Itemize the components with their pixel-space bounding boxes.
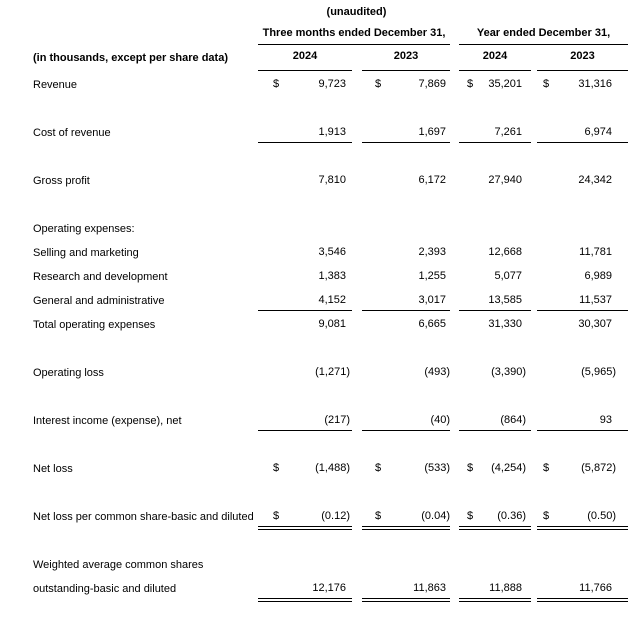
row-label: Operating loss bbox=[33, 367, 104, 379]
cell-value: 7,261 bbox=[494, 126, 522, 138]
value-cell bbox=[537, 578, 628, 599]
spacer-row bbox=[0, 193, 631, 217]
dollar-sign: $ bbox=[273, 78, 280, 90]
statement-row bbox=[0, 457, 631, 481]
value-cell bbox=[459, 314, 531, 335]
spacer-row bbox=[0, 337, 631, 361]
cell-value: 5,077 bbox=[494, 270, 522, 282]
cell-value: 11,766 bbox=[579, 582, 612, 594]
row-label: Interest income (expense), net bbox=[33, 415, 182, 427]
cell-value: (217) bbox=[324, 414, 350, 426]
row-label: Operating expenses: bbox=[33, 223, 135, 235]
dollar-sign: $ bbox=[375, 462, 382, 474]
row-label: Research and development bbox=[33, 271, 168, 283]
spacer-row bbox=[0, 481, 631, 505]
value-cell bbox=[258, 362, 352, 383]
value-cell bbox=[362, 122, 450, 143]
row-label: Net loss bbox=[33, 463, 73, 475]
cell-value: 27,940 bbox=[488, 174, 522, 186]
statement-row bbox=[0, 505, 631, 529]
dollar-sign: $ bbox=[375, 510, 382, 522]
year-header-3mo-2023: 2023 bbox=[362, 45, 450, 71]
value-cell bbox=[362, 578, 450, 599]
value-cell bbox=[459, 458, 531, 479]
value-cell bbox=[459, 266, 531, 287]
value-cell bbox=[459, 242, 531, 263]
value-cell bbox=[362, 458, 450, 479]
dollar-sign: $ bbox=[467, 510, 474, 522]
value-cell bbox=[258, 314, 352, 335]
cell-value: (0.36) bbox=[497, 510, 526, 522]
cell-value: 9,081 bbox=[318, 318, 346, 330]
column-group-header-row bbox=[0, 25, 631, 45]
cell-value: 12,668 bbox=[488, 246, 522, 258]
row-label: Gross profit bbox=[33, 175, 90, 187]
cell-value: 30,307 bbox=[578, 318, 612, 330]
value-cell bbox=[258, 458, 352, 479]
cell-value: 1,697 bbox=[418, 126, 446, 138]
cell-value: 6,974 bbox=[584, 126, 612, 138]
statement-row bbox=[0, 73, 631, 97]
cell-value: 11,537 bbox=[579, 294, 612, 306]
value-cell bbox=[537, 410, 628, 431]
cell-value: 11,781 bbox=[579, 246, 612, 258]
cell-value: 24,342 bbox=[578, 174, 612, 186]
cell-value: 3,017 bbox=[418, 294, 446, 306]
value-cell bbox=[258, 290, 352, 311]
row-label: General and administrative bbox=[33, 295, 165, 307]
year-header-row bbox=[0, 45, 631, 71]
cell-value: 31,330 bbox=[488, 318, 522, 330]
value-cell bbox=[258, 578, 352, 599]
value-cell bbox=[537, 122, 628, 143]
cell-value: (3,390) bbox=[491, 366, 526, 378]
row-label: outstanding-basic and diluted bbox=[33, 583, 177, 595]
statement-row bbox=[0, 313, 631, 337]
cell-value: (1,488) bbox=[315, 462, 350, 474]
cell-value: 4,152 bbox=[318, 294, 346, 306]
value-cell bbox=[459, 506, 531, 527]
cell-value: 13,585 bbox=[488, 294, 522, 306]
statement-row bbox=[0, 121, 631, 145]
col-group-three-months: Three months ended December 31, bbox=[258, 25, 450, 45]
value-cell bbox=[258, 170, 352, 191]
value-cell bbox=[537, 362, 628, 383]
row-label: Total operating expenses bbox=[33, 319, 156, 331]
dollar-sign: $ bbox=[543, 462, 550, 474]
year-header-3mo-2024: 2024 bbox=[258, 45, 352, 71]
value-cell bbox=[258, 410, 352, 431]
row-label: Selling and marketing bbox=[33, 247, 139, 259]
value-cell bbox=[537, 266, 628, 287]
row-label: Cost of revenue bbox=[33, 127, 111, 139]
value-cell bbox=[362, 170, 450, 191]
value-cell bbox=[537, 290, 628, 311]
value-cell bbox=[362, 410, 450, 431]
spacer-row bbox=[0, 145, 631, 169]
year-header-yr-2023: 2023 bbox=[537, 45, 628, 71]
value-cell bbox=[537, 506, 628, 527]
cell-value: 12,176 bbox=[312, 582, 346, 594]
cell-value: 7,869 bbox=[418, 78, 446, 90]
cell-value: (533) bbox=[424, 462, 450, 474]
spacer-row bbox=[0, 385, 631, 409]
value-cell bbox=[362, 290, 450, 311]
value-cell bbox=[258, 122, 352, 143]
statement-row bbox=[0, 265, 631, 289]
value-cell bbox=[258, 242, 352, 263]
section-label-row bbox=[0, 553, 631, 577]
dollar-sign: $ bbox=[543, 78, 550, 90]
cell-value: (493) bbox=[424, 366, 450, 378]
cell-value: 3,546 bbox=[318, 246, 346, 258]
dollar-sign: $ bbox=[467, 78, 474, 90]
value-cell bbox=[362, 506, 450, 527]
cell-value: 93 bbox=[599, 414, 612, 426]
cell-value: 9,723 bbox=[318, 78, 346, 90]
value-cell bbox=[258, 74, 352, 95]
cell-value: (0.12) bbox=[321, 510, 350, 522]
cell-value: 31,316 bbox=[578, 78, 612, 90]
spacer-row bbox=[0, 433, 631, 457]
value-cell bbox=[362, 314, 450, 335]
cell-value: (1,271) bbox=[315, 366, 350, 378]
value-cell bbox=[362, 266, 450, 287]
row-label: Weighted average common shares bbox=[33, 559, 204, 571]
statement-body bbox=[0, 71, 631, 601]
col-group-year-ended: Year ended December 31, bbox=[459, 25, 628, 45]
cell-value: 1,383 bbox=[318, 270, 346, 282]
statement-row bbox=[0, 169, 631, 193]
cell-value: 1,255 bbox=[418, 270, 446, 282]
value-cell bbox=[258, 266, 352, 287]
dollar-sign: $ bbox=[273, 510, 280, 522]
cell-value: (40) bbox=[430, 414, 450, 426]
year-header-yr-2024: 2024 bbox=[459, 45, 531, 71]
statement-row bbox=[0, 241, 631, 265]
cell-value: 6,172 bbox=[418, 174, 446, 186]
statement-row bbox=[0, 361, 631, 385]
value-cell bbox=[459, 578, 531, 599]
dollar-sign: $ bbox=[375, 78, 382, 90]
dollar-sign: $ bbox=[467, 462, 474, 474]
section-label-row bbox=[0, 217, 631, 241]
cell-value: 6,665 bbox=[418, 318, 446, 330]
value-cell bbox=[459, 74, 531, 95]
value-cell bbox=[362, 362, 450, 383]
cell-value: 35,201 bbox=[488, 78, 522, 90]
value-cell bbox=[459, 410, 531, 431]
value-cell bbox=[362, 242, 450, 263]
spacer-row bbox=[0, 529, 631, 553]
cell-value: (5,965) bbox=[581, 366, 616, 378]
value-cell bbox=[459, 362, 531, 383]
cell-value: 7,810 bbox=[318, 174, 346, 186]
cell-value: 6,989 bbox=[584, 270, 612, 282]
spacer-row bbox=[0, 97, 631, 121]
row-label: Net loss per common share-basic and diluted bbox=[33, 511, 254, 523]
value-cell bbox=[537, 314, 628, 335]
value-cell bbox=[537, 242, 628, 263]
value-cell bbox=[537, 458, 628, 479]
unaudited-label: (unaudited) bbox=[326, 6, 387, 18]
statement-row bbox=[0, 577, 631, 601]
cell-value: (0.50) bbox=[587, 510, 616, 522]
cell-value: 2,393 bbox=[418, 246, 446, 258]
cell-value: 11,863 bbox=[413, 582, 446, 594]
statement-row bbox=[0, 289, 631, 313]
dollar-sign: $ bbox=[273, 462, 280, 474]
cell-value: (5,872) bbox=[581, 462, 616, 474]
cell-value: 11,888 bbox=[489, 582, 522, 594]
statement-row bbox=[0, 409, 631, 433]
value-cell bbox=[459, 170, 531, 191]
value-cell bbox=[362, 74, 450, 95]
dollar-sign: $ bbox=[543, 510, 550, 522]
value-cell bbox=[537, 170, 628, 191]
value-cell bbox=[459, 122, 531, 143]
value-cell bbox=[258, 506, 352, 527]
cell-value: 1,913 bbox=[318, 126, 346, 138]
cell-value: (864) bbox=[500, 414, 526, 426]
value-cell bbox=[537, 74, 628, 95]
units-caption: (in thousands, except per share data) bbox=[33, 52, 228, 64]
cell-value: (0.04) bbox=[421, 510, 450, 522]
cell-value: (4,254) bbox=[491, 462, 526, 474]
row-label: Revenue bbox=[33, 79, 78, 91]
value-cell bbox=[459, 290, 531, 311]
